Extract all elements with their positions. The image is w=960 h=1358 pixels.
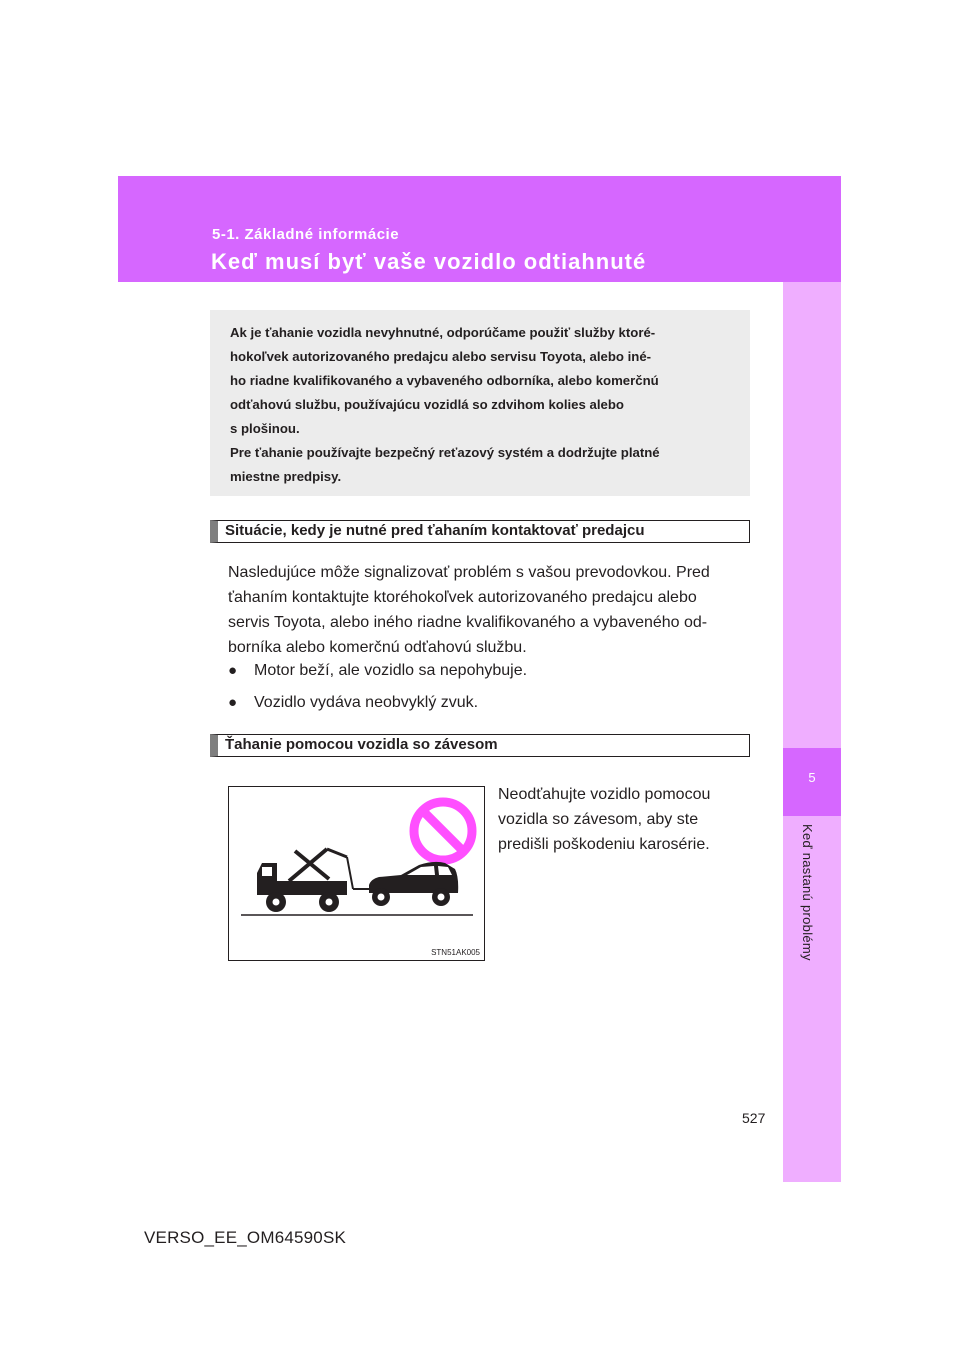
dealer-paragraph (228, 560, 746, 660)
intro-line: hokoľvek autorizovaného predajcu alebo servisu Toyota, alebo iné- (230, 349, 652, 364)
paragraph-line: borníka alebo komerčnú odťahovú službu. (228, 639, 527, 656)
prohibition-sign-icon (414, 802, 472, 860)
intro-line: odťahovú službu, používajúcu vozidlá so zdvihom kolies alebo (230, 397, 624, 412)
side-tab (783, 282, 841, 1182)
chapter-title: Keď nastanú problémy (800, 824, 815, 961)
page-title: Keď musí byť vaše vozidlo odtiahnuté (211, 249, 647, 274)
warning-line: vozidla so závesom, aby ste (498, 811, 699, 828)
bullet-icon: ● (228, 662, 238, 679)
paragraph-line: ťahaním kontaktujte ktoréhokoľvek autorizovaného predajcu alebo (228, 589, 697, 606)
car-icon (353, 862, 458, 906)
section-heading-dealer: Situácie, kedy je nutné pred ťahaním kontaktovať predajcu (210, 520, 750, 543)
intro-line: miestne predpisy. (230, 469, 342, 484)
intro-text (230, 321, 728, 489)
paragraph-line: servis Toyota, alebo iného riadne kvalifikovaného a vybaveného od- (228, 614, 708, 631)
tow-truck-icon (257, 849, 353, 912)
document-code: VERSO_EE_OM64590SK (144, 1228, 347, 1247)
list-item-text: Motor beží, ale vozidlo sa nepohybuje. (254, 662, 528, 679)
section-heading-tow-truck: Ťahanie pomocou vozidla so závesom (210, 734, 750, 757)
bullet-icon: ● (228, 694, 238, 711)
page-number: 527 (742, 1110, 766, 1126)
list-item (228, 690, 478, 715)
tow-truck-illustration (229, 787, 484, 960)
warning-line: Neodťahujte vozidlo pomocou (498, 786, 711, 803)
tow-truck-warning-text (498, 782, 746, 857)
intro-line: Ak je ťahanie vozidla nevyhnutné, odporúčame použiť služby ktoré- (230, 325, 656, 340)
intro-line: Pre ťahanie používajte bezpečný reťazový systém a dodržujte platné (230, 445, 660, 460)
list-item (228, 658, 527, 683)
list-item-text: Vozidlo vydáva neobvyklý zvuk. (254, 694, 479, 711)
warning-line: predišli poškodeniu karosérie. (498, 836, 710, 853)
tow-truck-figure (228, 786, 485, 961)
intro-line: s plošinou. (230, 421, 300, 436)
paragraph-line: Nasledujúce môže signalizovať problém s vašou prevodovkou. Pred (228, 564, 710, 581)
section-label: 5-1. Základné informácie (212, 226, 400, 243)
chapter-number: 5 (808, 770, 816, 785)
intro-line: ho riadne kvalifikovaného a vybaveného odborníka, alebo komerčnú (230, 373, 659, 388)
intro-box (210, 310, 750, 496)
figure-code: STN51AK005 (431, 948, 480, 957)
